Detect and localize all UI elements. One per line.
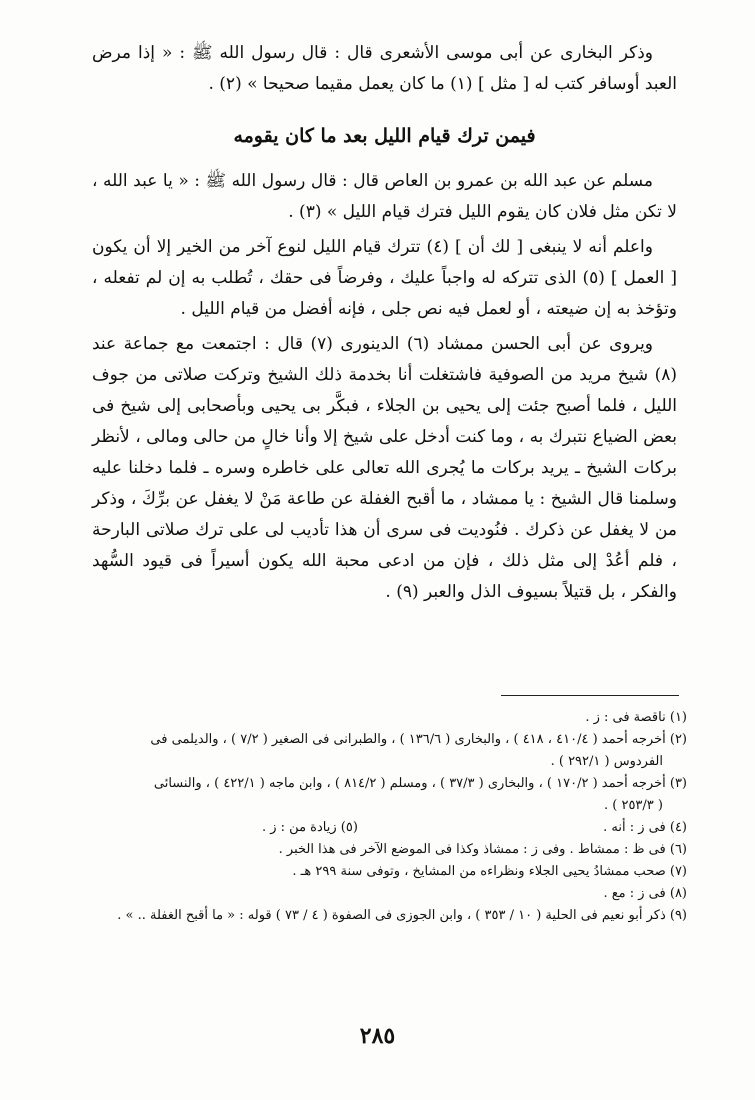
footnote-1: (١) ناقصة فى : ز . (585, 710, 687, 725)
footnote-3: (٣) أخرجه أحمد ( ١٧٠/٢ ) ، والبخارى ( ٣٧/٣ ) ، ومسلم ( ٨١٤/٢ ) ، وابن ماجه ( ٤٢٢/١ ) ، والنسائى (153, 776, 687, 791)
page-number: ٢٨٥ (359, 1023, 396, 1049)
footnote-6: (٦) فى ظ : ممشاط . وفى ز : ممشاذ وكذا فى الموضع الآخر فى هذا الخبر . (278, 842, 687, 857)
footnote-8: (٨) فى ز : مع . (603, 886, 687, 901)
footnote-2-cont: الفردوس ( ٢٩٢/١ ) . (550, 754, 663, 769)
footnote-5: (٥) زيادة من : ز . (262, 820, 358, 835)
section-heading: فيمن ترك قيام الليل بعد ما كان يقومه (233, 125, 536, 147)
footnote-4: (٤) فى ز : أنه . (603, 820, 687, 835)
footnote-3-cont: ( ٢٥٣/٣ ) . (604, 798, 663, 813)
main-text (92, 38, 677, 608)
footnote-9: (٩) ذكر أبو نعيم فى الحلية ( ١٠ / ٣٥٣ ) ، وابن الجوزى فى الصفوة ( ٤ / ٧٣ ) قوله : « ما أقبح الغفلة .. » . (117, 908, 687, 923)
footnote-row-4-5 (92, 817, 687, 839)
footnote-2: (٢) أخرجه أحمد ( ٤١٠/٤ ، ٤١٨ ) ، والبخارى ( ١٣٦/٦ ) ، والطبرانى فى الصغير ( ٧/٢ ) ، والديلمى فى (150, 732, 687, 747)
paragraph-muslim: مسلم عن عبد الله بن عمرو بن العاص قال : قال رسول الله ﷺ : « يا عبد الله ، لا تكن مثل فلان كان يقوم الليل فترك قيام الليل » (٣) . (92, 171, 677, 222)
paragraph-bukhari: وذكر البخارى عن أبى موسى الأشعرى قال : قال رسول الله ﷺ : « إذا مرض العبد أوسافر كتب له [ مثل ] (١) ما كان يعمل مقيما صحيحا » (٢) . (92, 43, 677, 94)
paragraph-mimshad: ويروى عن أبى الحسن ممشاد (٦) الدينورى (٧) قال : اجتمعت مع جماعة عند (٨) شيخ مريد من الصوفية فاشتغلت أنا بخدمة ذلك الشيخ وتركت صلاتى من جوف الليل ، فلما أصبح جئت إلى يحيى بن الجلاء ، فبكَّر بى يحيى وبأصحابى إلى شيخ فى بعض الضياع نتبرك به ، وما كنت أدخل على شيخ إلا وأنا خالٍ من حالى ومالى ، لأنظر بركات الشيخ ـ يريد بركات ما يُجرى الله تعالى على خاطره وسره ـ فلما دخلنا عليه وسلمنا قال الشيخ : يا ممشاد ، ما أقبح الغفلة عن طاعة مَنْ لا يغفل عن برِّكَ ، وذكر من لا يغفل عن ذكرك . فنُوديت فى سرى أن هذا تأديب لى على ترك صلاتى البارحة ، فلم أعُدْ إلى مثل ذلك ، فإن من ادعى محبة الله يكون أسيراً فى قيود السُّهد والفكر ، بل قتيلاً بسيوف الذل والعبر (٩) . (92, 334, 677, 602)
footnotes (92, 707, 687, 927)
footnote-separator (501, 695, 679, 696)
footnote-7: (٧) صحب ممشادُ يحيى الجلاء ونظراءه من المشايخ ، وتوفى سنة ٢٩٩ هـ . (292, 864, 687, 879)
paragraph-know: واعلم أنه لا ينبغى [ لك أن ] (٤) تترك قيام الليل لنوع آخر من الخير إلا أن يكون [ العمل ] (٥) الذى تتركه له واجباً عليك ، وفرضاً فى حقك ، تُطلب به إن لم تفعله ، وتؤخذ به إن ضيعته ، أو لعمل فيه نص جلى ، فإنه أفضل من قيام الليل . (92, 237, 677, 319)
